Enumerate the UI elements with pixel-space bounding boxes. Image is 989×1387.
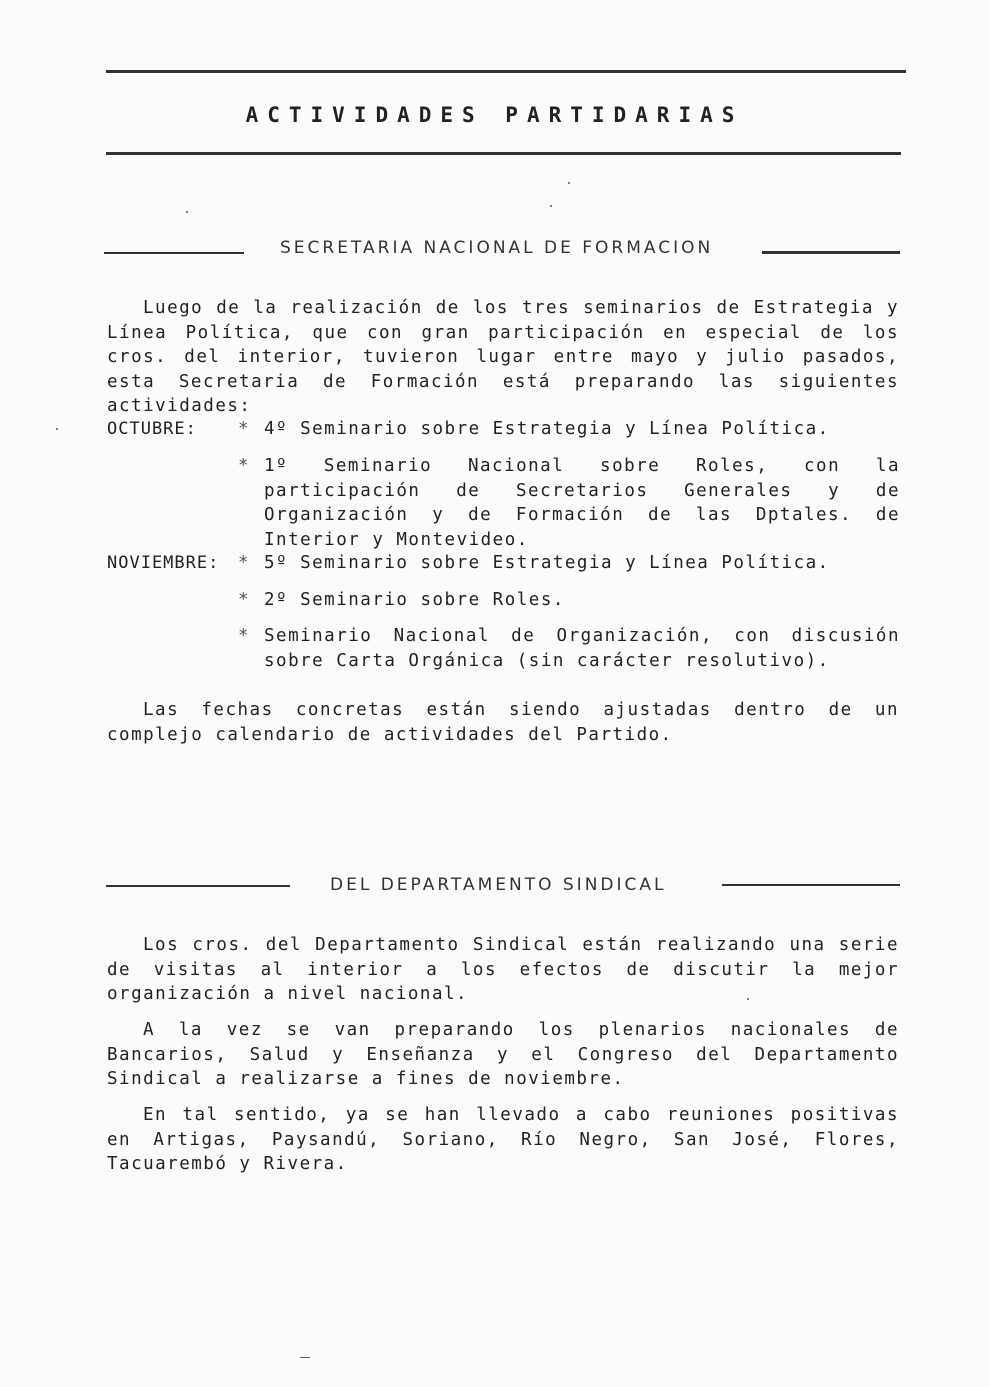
noviembre-item-2 bbox=[238, 588, 900, 613]
octubre-label: OCTUBRE: bbox=[107, 419, 197, 439]
sindical-paragraph-2: A la vez se van preparando los plenarios nacionales de Bancarios, Salud y Enseñanza y el Congreso del Departamento Sindical a realizarse a fines de noviembre. bbox=[107, 1020, 899, 1089]
sindical-paragraph-1: Los cros. del Departamento Sindical están realizando una serie de visitas al interior a los efectos de discutir la mejor organización a nivel nacional. bbox=[107, 935, 899, 1004]
noviembre-item-1 bbox=[238, 551, 900, 576]
scan-speck bbox=[568, 182, 570, 184]
formacion-heading: SECRETARIA NACIONAL DE FORMACION bbox=[280, 238, 714, 258]
octubre-item-2 bbox=[238, 454, 900, 552]
page-title: ACTIVIDADES PARTIDARIAS bbox=[245, 103, 744, 127]
scan-speck bbox=[747, 998, 749, 1000]
asterisk-icon: * bbox=[238, 553, 251, 573]
header-top-rule bbox=[106, 70, 906, 73]
scan-speck bbox=[550, 205, 552, 207]
sindical-heading-rule-left bbox=[106, 885, 290, 887]
octubre-item-1-text: 4º Seminario sobre Estrategia y Línea Política. bbox=[264, 419, 830, 439]
scan-speck bbox=[300, 1357, 310, 1358]
octubre-item-2-text: 1º Seminario Nacional sobre Roles, con la participación de Secretarios Generales y de Organización y de Formación de las Dptales. de Interior y Montevideo. bbox=[264, 456, 900, 550]
asterisk-icon: * bbox=[238, 419, 251, 439]
header-bottom-rule bbox=[106, 152, 901, 155]
scan-speck bbox=[56, 428, 58, 430]
formacion-heading-rule-left bbox=[104, 252, 244, 254]
asterisk-icon: * bbox=[238, 590, 251, 610]
formacion-intro: Luego de la realización de los tres seminarios de Estrategia y Línea Política, que con gran participación en especial de los cros. del interior, tuvieron lugar entre mayo y julio pasados, esta Secretaria de Formación está preparando las siguientes actividades: bbox=[107, 298, 899, 416]
noviembre-item-1-text: 5º Seminario sobre Estrategia y Línea Política. bbox=[264, 553, 830, 573]
formacion-closing: Las fechas concretas están siendo ajustadas dentro de un complejo calendario de actividades del Partido. bbox=[107, 700, 899, 745]
formacion-heading-rule-right bbox=[762, 251, 900, 254]
sindical-heading: DEL DEPARTAMENTO SINDICAL bbox=[330, 875, 667, 895]
sindical-paragraph-3: En tal sentido, ya se han llevado a cabo reuniones positivas en Artigas, Paysandú, Soriano, Río Negro, San José, Flores, Tacuarembó y Rivera. bbox=[107, 1105, 899, 1174]
asterisk-icon: * bbox=[238, 626, 251, 646]
noviembre-item-3-text: Seminario Nacional de Organización, con discusión sobre Carta Orgánica (sin carácter resolutivo). bbox=[264, 626, 900, 671]
asterisk-icon: * bbox=[238, 456, 251, 476]
octubre-item-1 bbox=[238, 417, 900, 442]
noviembre-label: NOVIEMBRE: bbox=[107, 553, 220, 573]
noviembre-item-2-text: 2º Seminario sobre Roles. bbox=[264, 590, 565, 610]
scan-speck bbox=[186, 211, 188, 213]
sindical-heading-rule-right bbox=[722, 884, 900, 886]
noviembre-item-3 bbox=[238, 624, 900, 673]
